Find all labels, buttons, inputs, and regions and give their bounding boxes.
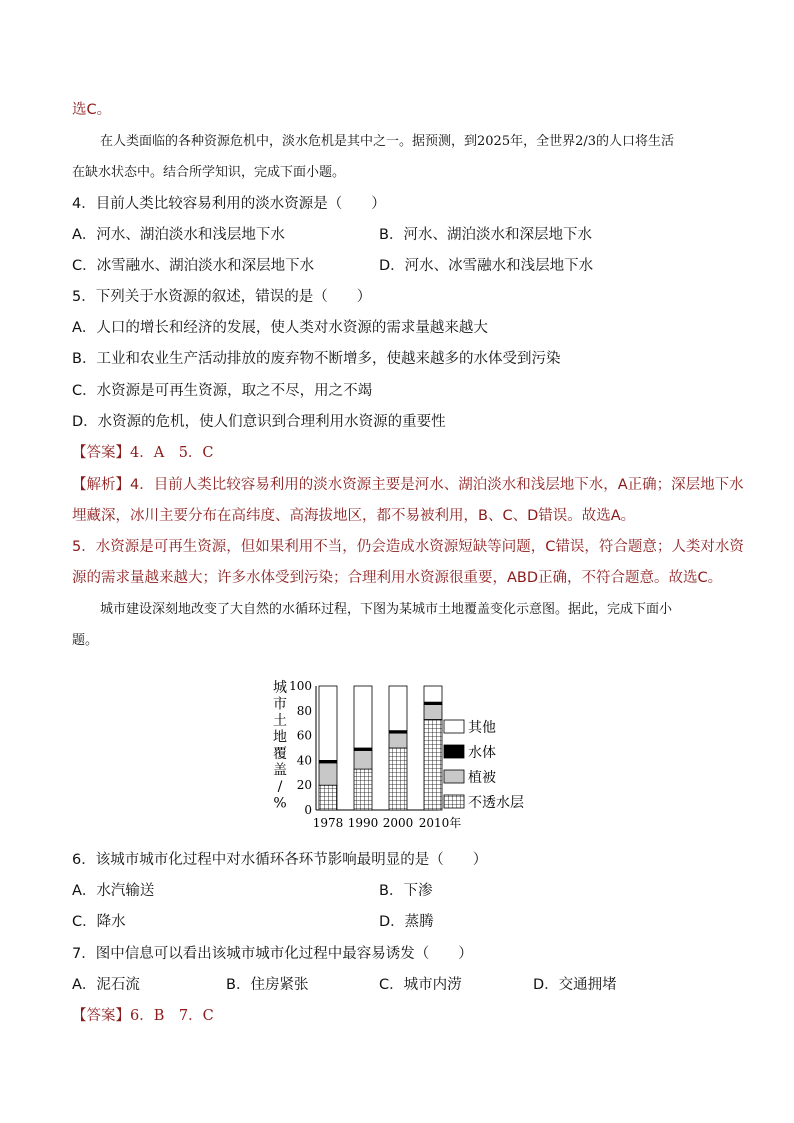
question-6-option-a: A．水汽输送 xyxy=(72,883,155,899)
bar-segment xyxy=(424,686,442,702)
question-7-option-d: D．交通拥堵 xyxy=(533,977,617,993)
bar-segment xyxy=(389,748,407,810)
answer-2-value: 6．B 7．C xyxy=(130,1008,214,1024)
bar-segment xyxy=(319,686,337,760)
bar-segment xyxy=(389,733,407,748)
bar-segment xyxy=(354,769,372,810)
y-tick-label: 100 xyxy=(289,679,312,693)
question-4-option-c: C．冰雪融水、湖泊淡水和深层地下水 xyxy=(72,258,315,274)
bar-segment xyxy=(319,785,337,810)
legend-label: 植被 xyxy=(468,770,496,786)
x-tick-label: 1978 xyxy=(312,816,344,830)
question-5-option-b: B．工业和农业生产活动排放的废弃物不断增多，使越来越多的水体受到污染 xyxy=(72,351,561,367)
bar-segment xyxy=(319,763,337,785)
question-7-option-b: B．住房紧张 xyxy=(226,977,309,993)
answer-1 xyxy=(72,443,214,463)
y-label-char: 城 xyxy=(273,680,287,696)
x-axis-ticks xyxy=(313,815,462,830)
question-6-stem: 6．该城市城市化过程中对水循环各环节影响最明显的是（ ） xyxy=(72,852,488,868)
question-6-option-c: C．降水 xyxy=(72,914,126,930)
analysis-tag: 【解析】 xyxy=(72,477,130,493)
passage-1-line-2: 在缺水状态中。结合所学知识，完成下面小题。 xyxy=(72,165,346,180)
answer-2 xyxy=(72,1006,214,1026)
chart-legend xyxy=(444,720,524,811)
legend-swatch xyxy=(444,795,464,808)
passage-2-line-2: 题。 xyxy=(72,633,99,648)
question-6-option-d: D．蒸腾 xyxy=(379,914,434,930)
answer-2-tag: 【答案】 xyxy=(72,1008,130,1024)
legend-label: 其他 xyxy=(468,720,496,736)
analysis-1-line-1 xyxy=(72,475,744,495)
bar-segment xyxy=(424,705,442,720)
y-label-char: 土 xyxy=(273,713,287,729)
legend-swatch xyxy=(444,770,464,783)
y-label-char: 地 xyxy=(273,729,287,746)
bar-segment xyxy=(354,686,372,748)
question-5-option-c: C．水资源是可再生资源，取之不尽，用之不竭 xyxy=(72,383,373,399)
y-tick-label: 80 xyxy=(296,703,312,718)
y-tick-label: 60 xyxy=(296,728,312,743)
analysis-text-1: 4．目前人类比较容易利用的淡水资源主要是河水、湖泊淡水和浅层地下水，A正确；深层地下水 xyxy=(130,477,744,493)
question-4-option-b: B．河水、湖泊淡水和深层地下水 xyxy=(379,227,592,243)
passage-1-line-1: 在人类面临的各种资源危机中，淡水危机是其中之一。据预测，到2025年，全世界2/3的人口将生活 xyxy=(100,134,675,149)
answer-1-value: 4．A 5．C xyxy=(130,445,214,461)
analysis-1-line-3: 5．水资源是可再生资源，但如果利用不当，仍会造成水资源短缺等问题，C错误，符合题意；人类对水资 xyxy=(72,539,744,555)
y-tick-label: 20 xyxy=(296,778,312,793)
question-7-stem: 7．图中信息可以看出该城市城市化过程中最容易诱发（ ） xyxy=(72,946,473,962)
land-cover-chart xyxy=(260,676,560,836)
legend-swatch xyxy=(444,745,464,758)
bars xyxy=(319,686,442,810)
bar-segment xyxy=(389,686,407,731)
y-label-char: / xyxy=(277,779,283,795)
question-6-option-b: B．下渗 xyxy=(379,883,433,899)
legend-swatch xyxy=(444,720,464,733)
y-label-char: 盖 xyxy=(273,762,287,779)
y-label-char: 覆 xyxy=(273,746,287,762)
y-label-char: 市 xyxy=(273,696,287,713)
bar-segment xyxy=(354,750,372,769)
question-7-option-c: C．城市内涝 xyxy=(379,977,462,993)
y-tick-label: 0 xyxy=(304,803,312,817)
y-label-char: % xyxy=(273,795,287,812)
legend-label: 水体 xyxy=(468,745,496,761)
analysis-1-line-2: 埋藏深，冰川主要分布在高纬度、高海拔地区，都不易被利用，B、C、D错误。故选A。 xyxy=(72,508,636,524)
analysis-1-line-4: 源的需求量越来越大；许多水体受到污染；合理利用水资源很重要，ABD正确，不符合题意。故选C。 xyxy=(72,570,723,586)
y-tick-label: 40 xyxy=(296,753,312,768)
question-5-option-a: A．人口的增长和经济的发展，使人类对水资源的需求量越来越大 xyxy=(72,320,488,336)
question-4-option-a: A．河水、湖泊淡水和浅层地下水 xyxy=(72,227,285,243)
legend-label: 不透水层 xyxy=(468,795,524,811)
question-5-option-d: D．水资源的危机，使人们意识到合理利用水资源的重要性 xyxy=(72,414,446,430)
x-tick-label: 2010年 xyxy=(418,816,462,830)
answer-1-tag: 【答案】 xyxy=(72,445,130,461)
question-4-stem: 4．目前人类比较容易利用的淡水资源是（ ） xyxy=(72,196,386,212)
y-axis-ticks xyxy=(289,679,312,817)
x-tick-label: 2000 xyxy=(382,816,414,830)
x-tick-label: 1990 xyxy=(347,816,379,830)
question-5-stem: 5．下列关于水资源的叙述，错误的是（ ） xyxy=(72,289,372,305)
passage-2-line-1: 城市建设深刻地改变了大自然的水循环过程，下图为某城市土地覆盖变化示意图。据此，完成下面小 xyxy=(100,602,673,617)
y-axis-label xyxy=(273,680,287,812)
previous-answer-end: 选C。 xyxy=(72,102,112,118)
question-4-option-d: D．河水、冰雪融水和浅层地下水 xyxy=(379,258,594,274)
question-7-option-a: A．泥石流 xyxy=(72,977,140,993)
bar-segment xyxy=(424,719,442,810)
